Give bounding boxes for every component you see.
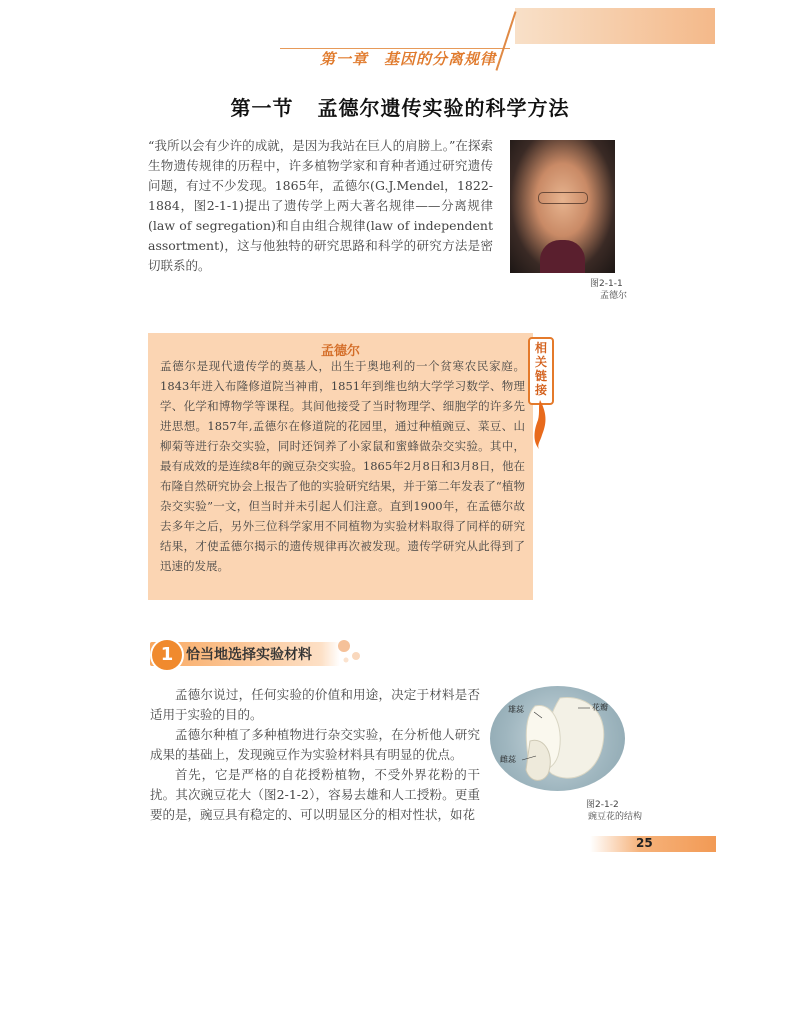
stamen-label: 雄蕊 [508, 705, 524, 714]
figure-2-caption: 豌豆花的结构 [588, 812, 643, 822]
section-number: 第一节 [230, 96, 294, 120]
chapter-title: 第一章 基因的分离规律 [320, 50, 497, 68]
section-title [0, 92, 800, 121]
petal-label: 花瓣 [592, 703, 608, 712]
header-decoration [515, 8, 715, 44]
footer-decoration [590, 836, 716, 852]
body-paragraph-1: 孟德尔说过，任何实验的价值和用途，决定于材料是否适用于实验的目的。 [150, 687, 480, 722]
body-paragraph-2: 孟德尔种植了多种植物进行杂交实验，在分析他人研究成果的基础上，发现豌豆作为实验材料具有明显的优点。 [150, 727, 480, 762]
intro-paragraph: “我所以会有少许的成就，是因为我站在巨人的肩膀上。”在探索生物遗传规律的历程中，许多植物学家和育种者通过研究遗传问题，有过不少发现。1865年，孟德尔(G.J.Mendel，1822-1884，图2-1-1)提出了遗传学上两大著名规律——分离规律(law of segregation)和自由组合规律(law of independent assortment)，这与他独特的研究思路和科学的研究方法是密切联系的。 [148, 138, 493, 273]
figure-1-number: 图2-1-1 [590, 279, 623, 289]
subsection-title: 恰当地选择实验材料 [186, 647, 312, 663]
related-link-text: 孟德尔是现代遗传学的奠基人，出生于奥地利的一个贫寒农民家庭。1843年进入布隆修道院当神甫，1851年到维也纳大学学习数学、物理学、化学和博物学等课程。其间他接受了当时物理学、细胞学的许多先进思想。1857年,孟德尔在修道院的花园里，通过种植豌豆、菜豆、山柳菊等进行杂交实验，同时还饲养了小家鼠和蜜蜂做杂交实验。其中，最有成效的是连续8年的豌豆杂交实验。1865年2月8日和3月8日，他在布隆自然研究协会上报告了他的实验研究结果，并于第二年发表了“植物杂交实验”一文，但当时并未引起人们注意。直到1900年，在孟德尔故去多年之后，另外三位科学家用不同植物为实验材料取得了同样的研究结果，才使孟德尔揭示的遗传规律再次被发现。遗传学研究从此得到了迅速的发展。 [160, 359, 525, 573]
mendel-portrait-image [510, 140, 615, 273]
section-name: 孟德尔遗传实验的科学方法 [317, 96, 570, 120]
subsection-number: 1 [150, 638, 184, 672]
related-link-tab: 相关链接 [528, 337, 554, 405]
page-number: 25 [636, 836, 653, 850]
figure-2-number: 图2-1-2 [586, 800, 619, 810]
pea-flower-image [490, 686, 625, 791]
glasses-shape [538, 192, 588, 204]
body-text [150, 685, 480, 825]
flame-icon [530, 400, 550, 450]
body-paragraph-3: 首先，它是严格的自花授粉植物，不受外界花粉的干扰。其次豌豆花大（图2-1-2），容易去雄和人工授粉。更重要的是，豌豆具有稳定的、可以明显区分的相对性状，如花 [150, 767, 480, 822]
pistil-label: 雌蕊 [500, 755, 516, 764]
related-link-title: 孟德尔 [320, 344, 360, 359]
figure-1-caption: 孟德尔 [600, 291, 628, 301]
collar-shape [540, 240, 585, 273]
decorative-dots-icon [336, 638, 366, 668]
